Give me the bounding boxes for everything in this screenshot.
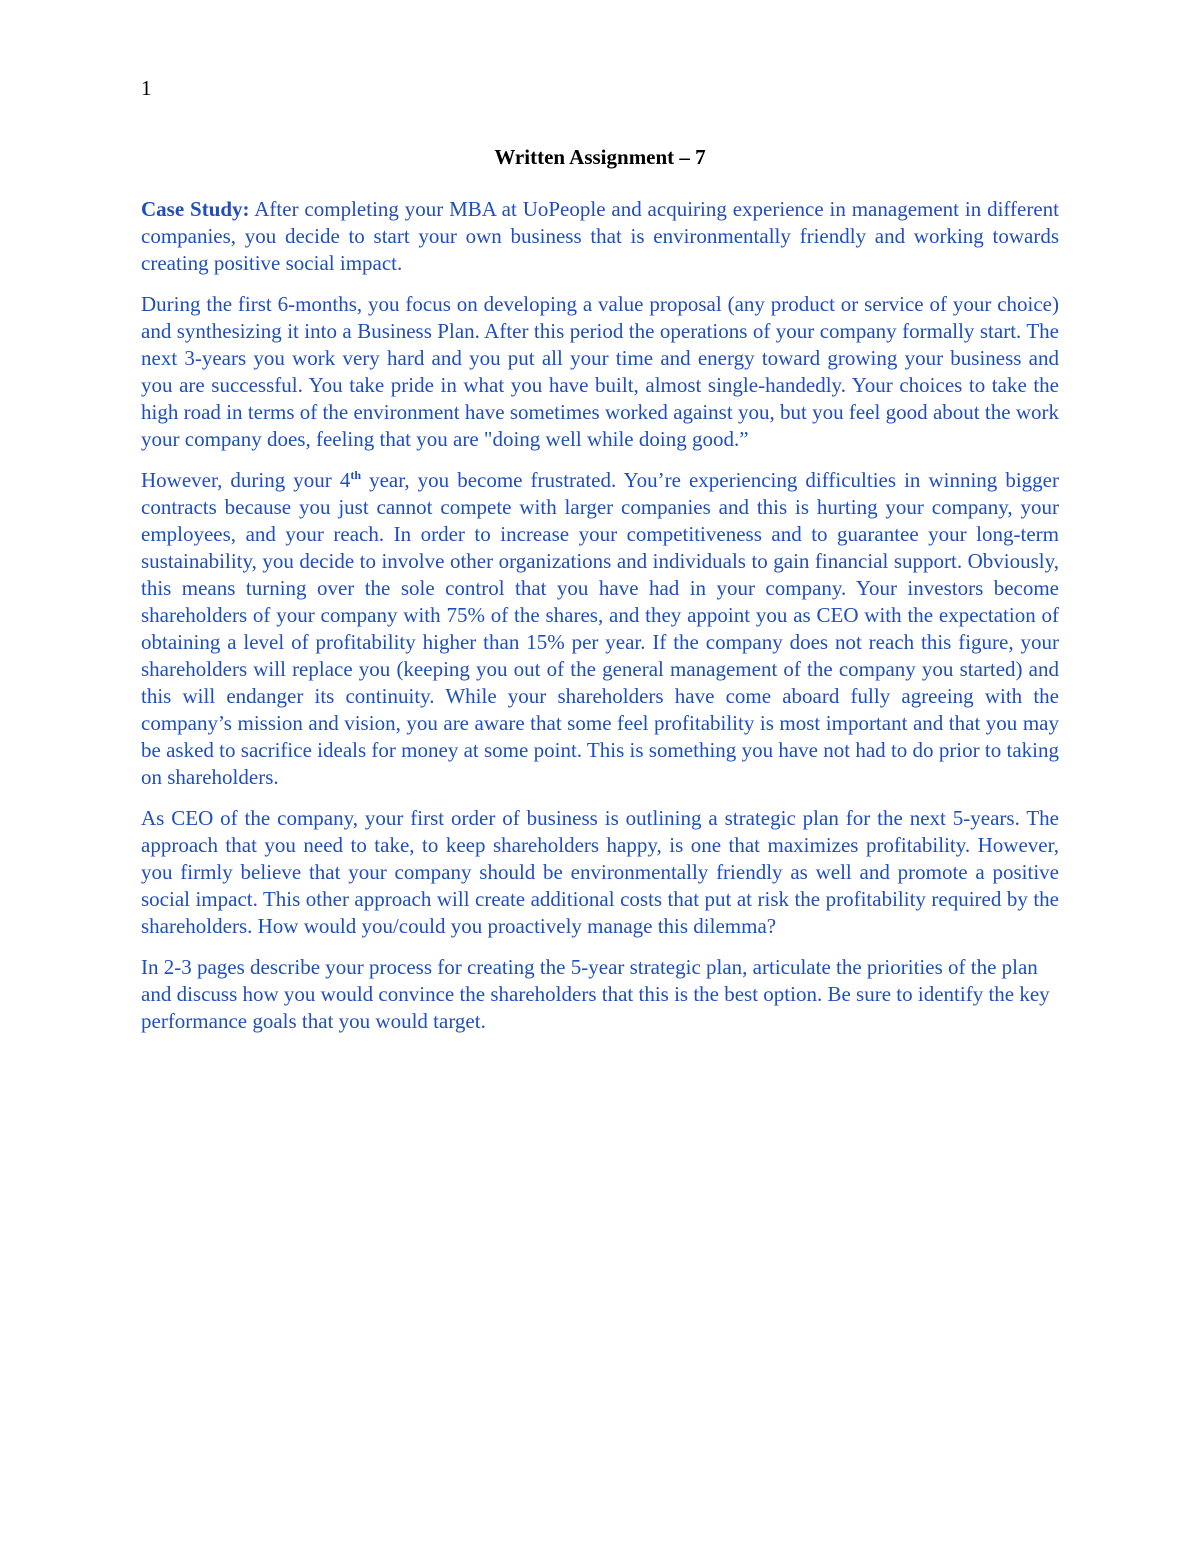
- document-body: [141, 196, 1059, 1049]
- ordinal-superscript: th: [350, 468, 362, 482]
- case-study-label: Case Study:: [141, 197, 250, 221]
- paragraph-4: As CEO of the company, your first order of business is outlining a strategic plan for the next 5-years. The approach that you need to take, to keep shareholders happy, is one that maximizes profitability. However, you firmly believe that your company should be environmentally friendly as well and promote a positive social impact. This other approach will create additional costs that put at risk the profitability required by the shareholders. How would you/could you proactively manage this dilemma?: [141, 806, 1059, 938]
- document-title: Written Assignment – 7: [494, 145, 706, 169]
- paragraph-2: During the first 6-months, you focus on developing a value proposal (any product or service of your choice) and synthesizing it into a Business Plan. After this period the operations of your company formally start. The next 3-years you work very hard and you put all your time and energy toward growing your business and you are successful. You take pride in what you have built, almost single-handedly. Your choices to take the high road in terms of the environment have sometimes worked against you, but you feel good about the work your company does, feeling that you are "doing well while doing good.”: [141, 292, 1059, 451]
- paragraph-3: [141, 467, 1059, 791]
- page-number: 1: [141, 76, 152, 100]
- case-study-paragraph: [141, 196, 1059, 277]
- paragraph-5: In 2-3 pages describe your process for creating the 5-year strategic plan, articulate the priorities of the plan and discuss how you would convince the shareholders that this is the best option. Be sure to identify the key performance goals that you would target.: [141, 955, 1050, 1033]
- paragraph-3-after: year, you become frustrated. You’re experiencing difficulties in winning bigger contracts because you just cannot compete with larger companies and this is hurting your company, your employees, and your reach. In order to increase your competitiveness and to guarantee your long-term sustainability, you decide to involve other organizations and individuals to gain financial support. Obviously, this means turning over the sole control that you have had in your company. Your investors become shareholders of your company with 75% of the shares, and they appoint you as CEO with the expectation of obtaining a level of profitability higher than 15% per year. If the company does not reach this figure, your shareholders will replace you (keeping you out of the general management of the company you started) and this will endanger its continuity. While your shareholders have come aboard fully agreeing with the company’s mission and vision, you are aware that some feel profitability is most important and that you may be asked to sacrifice ideals for money at some point. This is something you have not had to do prior to taking on shareholders.: [141, 468, 1059, 789]
- paragraph-3-before: However, during your 4: [141, 468, 351, 492]
- case-study-text: After completing your MBA at UoPeople and acquiring experience in management in different companies, you decide to start your own business that is environmentally friendly and working towards creating positive social impact.: [141, 197, 1059, 275]
